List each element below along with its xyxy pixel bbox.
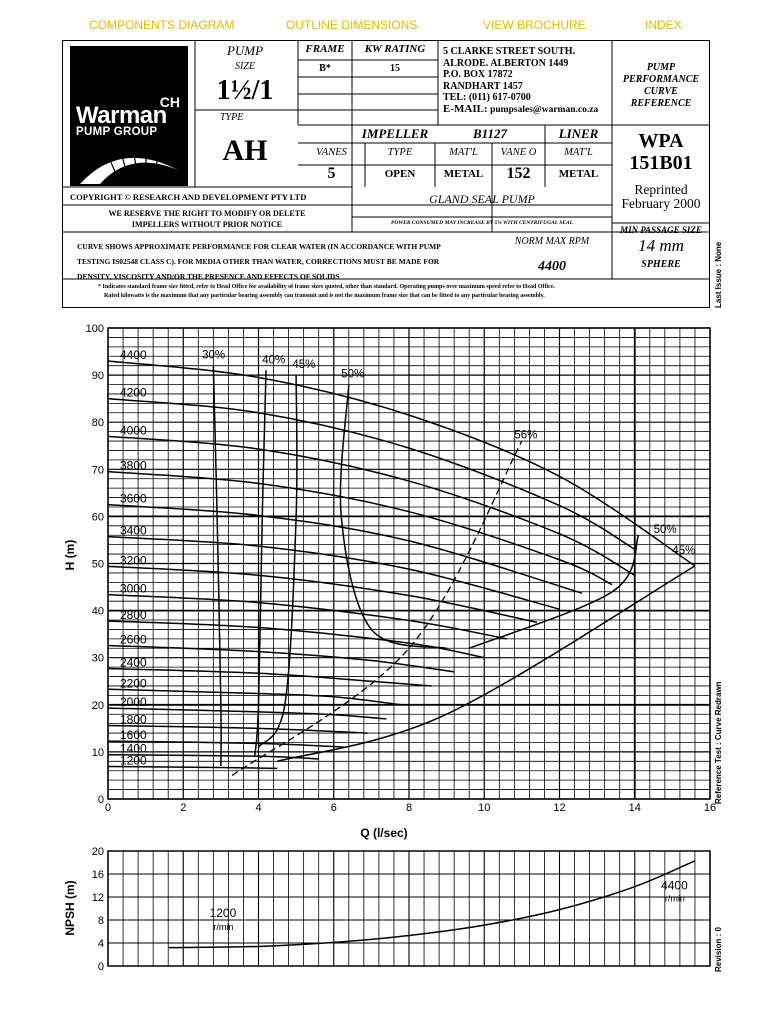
chart-curves <box>108 361 695 775</box>
reserve-notice <box>62 208 352 230</box>
logo-swoosh-icon <box>70 144 188 186</box>
curve-code <box>612 130 710 174</box>
y-tick-label: 50 <box>91 558 104 571</box>
gland-seal-title: GLAND SEAL PUMP <box>429 192 535 206</box>
speed-unit-label: r/min <box>213 921 234 932</box>
reserve-line-2: IMPELLERS WITHOUT PRIOR NOTICE <box>131 220 283 229</box>
reprinted-line-2: February 2000 <box>621 196 701 211</box>
x-tick-label: 6 <box>330 802 337 814</box>
curve-ref-line: CURVE <box>644 86 678 97</box>
speed-label: 4000 <box>120 423 147 438</box>
x-tick-label: 8 <box>405 802 413 814</box>
speed-curve <box>108 708 386 719</box>
curve-note <box>77 239 441 284</box>
speed-label: 1800 <box>120 712 147 727</box>
y-tick-label: 0 <box>97 794 104 806</box>
curve-note-line: CURVE SHOWS APPROXIMATE PERFORMANCE FOR CLEAR WATER (IN ACCORDANCE WITH PUMP <box>77 242 441 251</box>
head-flow-chart <box>0 310 768 840</box>
impeller-code: B1127 <box>473 126 507 141</box>
efficiency-label: 50% <box>341 368 365 381</box>
footnote-line-2: Rated kilowatts is the maximum that any particular bearing assembly can transmit and is not the maximum frame size that can be fitted to any particular bearing assembly. <box>104 293 545 299</box>
speed-label: 1400 <box>120 741 147 756</box>
curve-note-line: TESTING IS02548 CLASS C). FOR MEDIA OTHER THAN WATER, CORRECTIONS MUST BE MADE FOR <box>77 257 440 266</box>
liner-label: LINER <box>558 126 599 141</box>
speed-label: 3200 <box>120 553 147 568</box>
liner-material-value: METAL <box>558 168 599 180</box>
speed-label: 1600 <box>120 728 147 743</box>
type-label: TYPE <box>220 112 244 123</box>
y-tick-label: 8 <box>97 915 104 927</box>
nav-view-brochure[interactable]: VIEW BROCHURE <box>483 18 586 32</box>
curve-ref-line: PERFORMANCE <box>622 74 700 85</box>
speed-curve <box>108 621 484 658</box>
vane-o-label: VANE O <box>500 147 537 158</box>
min-passage-value: 14 mm <box>638 236 684 255</box>
footnote <box>98 283 555 301</box>
curve-code-line-2: 151B01 <box>629 152 693 174</box>
x-tick-label: 2 <box>180 802 187 814</box>
x-tick-label: 12 <box>553 802 566 814</box>
best-efficiency-line <box>232 441 522 775</box>
speed-label: 4200 <box>120 385 147 400</box>
curve-code-line-1: WPA <box>638 130 684 152</box>
speed-curve <box>108 645 454 671</box>
vane-o-value: 152 <box>506 165 531 182</box>
efficiency-label: 56% <box>514 429 538 442</box>
efficiency-label: 50% <box>653 523 677 536</box>
address-line: P.O. BOX 17872 <box>443 69 513 80</box>
speed-curve <box>108 689 401 705</box>
frame-value: B* <box>319 63 331 74</box>
size-label: SIZE <box>235 61 255 72</box>
impeller-type-label: TYPE <box>387 147 413 158</box>
warman-logo <box>70 46 188 186</box>
impeller-type-value: OPEN <box>384 168 416 180</box>
y-tick-label: 20 <box>91 699 104 712</box>
speed-label: 2200 <box>120 676 147 691</box>
speed-label: 2000 <box>120 695 147 710</box>
reference-test-label: Reference Test : Curve Redrawn <box>714 681 723 804</box>
nav-index[interactable]: INDEX <box>645 18 682 32</box>
address-line: RANDHART 1457 <box>443 80 523 92</box>
speed-label: 1200 <box>120 753 147 768</box>
y-tick-label: 20 <box>91 846 104 858</box>
speed-label: 3000 <box>120 581 147 596</box>
speed-label: 2400 <box>120 655 147 670</box>
speed-label: 2600 <box>120 632 147 647</box>
vanes-value: 5 <box>327 165 336 182</box>
npsh-axis-title: NPSH (m) <box>63 880 77 936</box>
y-tick-label: 100 <box>85 323 104 335</box>
y-tick-label: 16 <box>91 869 104 881</box>
frame-label: FRAME <box>305 43 345 55</box>
efficiency-curve <box>213 366 221 766</box>
y-tick-label: 12 <box>91 892 104 904</box>
y-tick-label: 4 <box>97 938 104 950</box>
vanes-label: VANES <box>316 147 347 158</box>
y-tick-label: 10 <box>91 746 104 759</box>
y-tick-label: 30 <box>91 652 104 665</box>
y-tick-label: 60 <box>91 511 104 524</box>
min-passage-unit: SPHERE <box>641 259 681 270</box>
x-tick-label: 0 <box>104 802 112 814</box>
efficiency-label: 45% <box>292 359 316 372</box>
type-value: AH <box>222 134 268 167</box>
size-value: 1½/1 <box>216 75 274 106</box>
speed-unit-label: r/min <box>664 893 685 904</box>
reserve-line-1: WE RESERVE THE RIGHT TO MODIFY OR DELETE <box>108 209 306 218</box>
impeller-label: IMPELLER <box>361 126 429 141</box>
speed-label: 3800 <box>120 458 147 473</box>
curve-ref-line: PUMP <box>646 62 676 73</box>
chart-labels <box>86 323 716 814</box>
logo-ch: CH <box>159 94 180 110</box>
y-tick-label: 90 <box>91 370 104 383</box>
npsh-chart <box>0 840 768 980</box>
speed-curve <box>108 566 537 622</box>
nav-components-diagram[interactable]: COMPONENTS DIAGRAM <box>89 18 235 32</box>
pump-label: PUMP <box>226 43 264 58</box>
x-tick-label: 10 <box>478 802 491 814</box>
x-tick-label: 16 <box>703 802 717 814</box>
kw-value: 15 <box>390 63 400 74</box>
address-line: ALRODE. ALBERTON 1449 <box>443 57 569 69</box>
footnote-line-1: * Indicates standard frame size fitted, refer to Head Office for availability of frame sizes quoted, other than standard. Operating pumps over maximum speed refer to Head Office. <box>98 284 555 290</box>
logo-name: Warman <box>76 102 167 129</box>
y-axis-title: H (m) <box>63 539 77 571</box>
y-tick-label: 0 <box>97 961 104 973</box>
reprinted-note <box>612 183 710 211</box>
reprinted-line-1: Reprinted <box>634 182 688 197</box>
speed-label: 3600 <box>120 491 147 506</box>
logo-group: PUMP GROUP <box>76 126 158 138</box>
email-label: E-MAIL: <box>443 102 488 115</box>
address-line: 5 CLARKE STREET SOUTH. <box>443 46 576 57</box>
norm-rpm-value: 4400 <box>538 259 566 274</box>
speed-label: 4400 <box>661 878 688 893</box>
norm-rpm-label: NORM MAX RPM <box>514 236 590 247</box>
y-tick-label: 80 <box>91 417 104 430</box>
copyright-notice: COPYRIGHT © RESEARCH AND DEVELOPMENT PTY LTD <box>70 192 307 202</box>
company-address <box>443 46 598 116</box>
efficiency-label: 45% <box>672 545 696 558</box>
curve-note-line: DENSITY, VISCOSITY AND/OR THE PRESENCE AND EFFECTS OF SOLIDS <box>77 272 340 281</box>
y-tick-label: 70 <box>91 464 104 477</box>
x-tick-label: 14 <box>628 802 641 814</box>
speed-label: 1200 <box>209 906 237 921</box>
speed-label: 4400 <box>120 347 147 362</box>
y-tick-label: 40 <box>91 605 104 618</box>
kw-label: KW RATING <box>364 43 426 55</box>
efficiency-label: 40% <box>262 354 286 367</box>
npsh-grid <box>108 851 710 966</box>
address-line: TEL: (011) 617-0700 <box>443 92 531 103</box>
impeller-material-label: MAT'L <box>449 147 478 158</box>
min-passage-label: MIN PASSAGE SIZE <box>620 225 702 235</box>
last-issue-label: Last Issue : None <box>714 241 723 308</box>
revision-label: Revision : 0 <box>714 927 723 972</box>
chart-grid <box>108 328 710 799</box>
speed-label: 3400 <box>120 523 147 538</box>
curve-reference-label <box>612 62 710 110</box>
speed-label: 2800 <box>120 607 147 622</box>
liner-material-label: MAT'L <box>564 147 593 158</box>
x-tick-label: 4 <box>255 802 262 814</box>
x-axis-title: Q (l/sec) <box>360 826 408 840</box>
power-note: POWER CONSUMED MAY INCREASE BY 5% WITH CENTRIFUGAL SEAL <box>390 220 574 226</box>
speed-curve <box>108 726 368 734</box>
curve-ref-line: REFERENCE <box>630 98 692 109</box>
email-link[interactable]: pumpsales@warman.co.za <box>490 104 599 115</box>
efficiency-label: 30% <box>202 349 226 362</box>
speed-curve <box>108 669 432 686</box>
nav-outline-dimensions[interactable]: OUTLINE DIMENSIONS <box>286 18 418 32</box>
impeller-material-value: METAL <box>443 168 484 180</box>
